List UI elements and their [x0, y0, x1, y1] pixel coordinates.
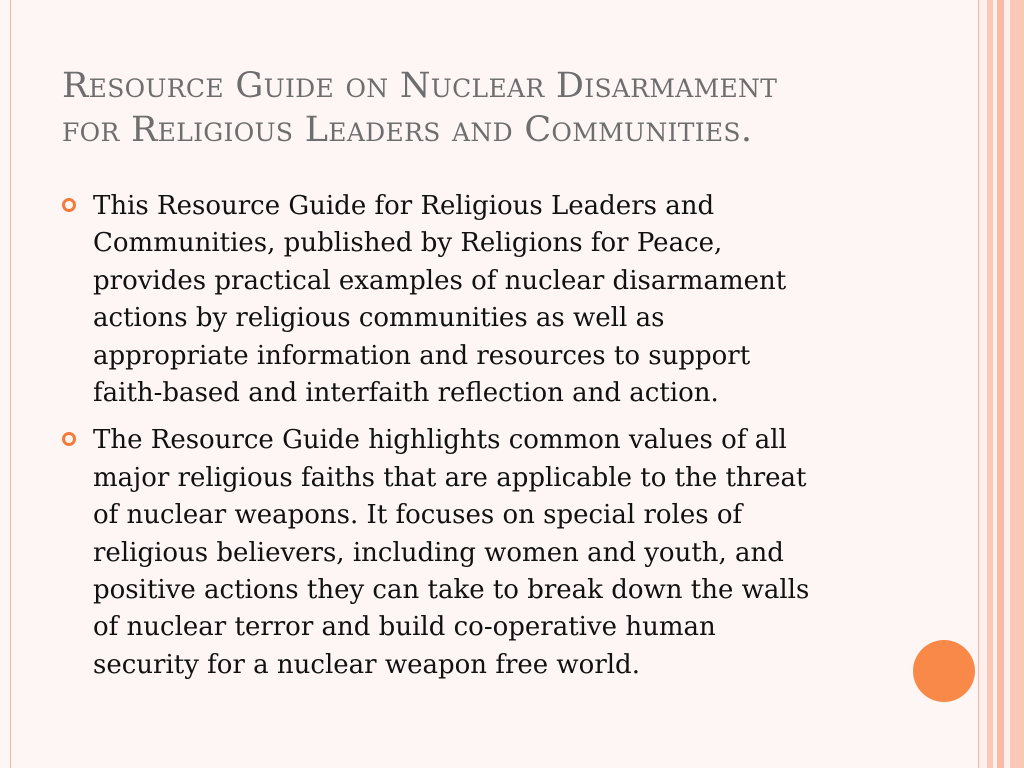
- bullet-line: major religious faiths that are applicable to the threat: [93, 462, 807, 493]
- bullet-text: [93, 422, 892, 684]
- bullet-circle-icon: [62, 198, 76, 212]
- stripe: [978, 0, 987, 768]
- bullet-line: appropriate information and resources to support: [93, 340, 751, 371]
- bullet-line: of nuclear weapons. It focuses on special roles of: [93, 500, 743, 531]
- bullet-circle-icon: [62, 432, 76, 446]
- stripe: [1010, 0, 1024, 768]
- title-line: for Religious Leaders and Communities.: [62, 110, 753, 150]
- bullet-item: [62, 422, 892, 684]
- stripe: [997, 0, 1005, 768]
- bullet-line: security for a nuclear weapon free world.: [93, 649, 640, 680]
- bullet-line: This Resource Guide for Religious Leaders and: [93, 191, 715, 221]
- slide-title: [62, 64, 942, 152]
- bullet-line: Communities, published by Religions for Peace,: [93, 228, 723, 259]
- bullet-line: faith-based and interfaith reflection and action.: [93, 378, 719, 409]
- left-border: [0, 0, 11, 768]
- bullet-line: of nuclear terror and build co-operative human: [93, 612, 716, 643]
- orange-circle-icon: [913, 640, 975, 702]
- bullet-line: actions by religious communities as well as: [93, 303, 665, 334]
- bullet-line: religious believers, including women and youth, and: [93, 537, 784, 568]
- title-line: Resource Guide on Nuclear Disarmament: [62, 66, 778, 106]
- bullet-line: The Resource Guide highlights common values of all: [93, 425, 787, 456]
- bullet-list: [62, 188, 892, 694]
- bullet-line: provides practical examples of nuclear disarmament: [93, 265, 787, 296]
- bullet-item: [62, 188, 892, 412]
- bullet-text: [93, 188, 892, 412]
- bullet-line: positive actions they can take to break down the walls: [93, 575, 810, 606]
- right-decorative-stripes: [978, 0, 1024, 768]
